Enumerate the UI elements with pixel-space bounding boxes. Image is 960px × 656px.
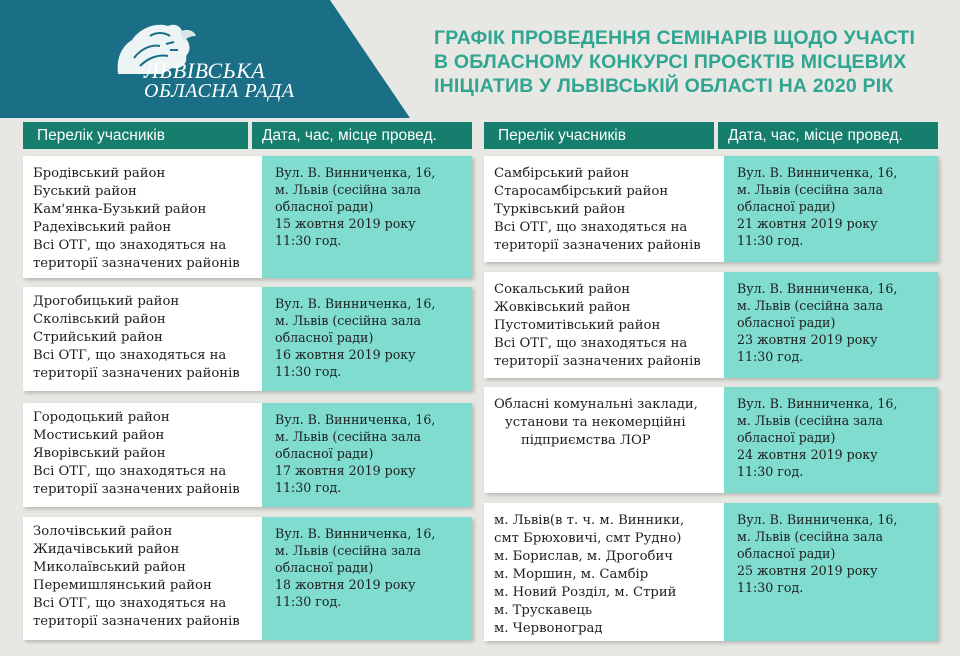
logo-text-line2: ОБЛАСНА РАДА <box>144 80 295 102</box>
council-logo <box>110 18 310 108</box>
page-title <box>434 26 949 98</box>
info-line: Вул. В. Винниченка, 16, <box>737 281 898 296</box>
date-place-cell <box>262 517 472 640</box>
participant-line: Жовківський район <box>494 300 631 315</box>
participant-line: смт Брюховичі, смт Рудно) <box>494 531 682 546</box>
info-line: Вул. В. Винниченка, 16, <box>737 165 898 180</box>
participant-line: Самбірський район <box>494 166 630 181</box>
info-line: 11:30 год. <box>737 233 804 248</box>
info-line: 11:30 год. <box>275 594 342 609</box>
participant-line: Всі ОТГ, що знаходяться на <box>33 464 227 479</box>
schedule-row <box>484 156 938 262</box>
participant-line: Всі ОТГ, що знаходяться на <box>33 596 227 611</box>
header-date-right: Дата, час, місце провед. <box>718 122 938 149</box>
participant-line: Сокальський район <box>494 282 631 297</box>
info-line: 25 жовтня 2019 року <box>737 563 878 578</box>
info-line: 16 жовтня 2019 року <box>275 347 416 362</box>
info-line: обласної ради) <box>737 430 836 445</box>
participant-line: м. Моршин, м. Самбір <box>494 567 649 582</box>
info-line: м. Львів (сесійна зала <box>737 182 884 197</box>
info-line: 11:30 год. <box>737 580 804 595</box>
info-line: 11:30 год. <box>275 364 342 379</box>
participant-line: території зазначених районів <box>494 238 701 253</box>
participants-cell <box>484 272 724 378</box>
participant-line: м. Новий Розділ, м. Стрий <box>494 585 677 600</box>
participant-line: Всі ОТГ, що знаходяться на <box>33 238 227 253</box>
title-line: ІНІЦІАТИВ У ЛЬВІВСЬКІЙ ОБЛАСТІ НА 2020 РІК <box>434 75 894 97</box>
participant-line: території зазначених районів <box>494 354 701 369</box>
participants-cell <box>23 403 262 507</box>
info-line: м. Львів (сесійна зала <box>275 313 422 328</box>
date-place-cell <box>262 287 472 391</box>
info-line: 17 жовтня 2019 року <box>275 463 416 478</box>
schedule-row <box>23 287 472 391</box>
info-line: м. Львів (сесійна зала <box>737 298 884 313</box>
participants-cell <box>484 387 724 493</box>
info-line: 11:30 год. <box>275 233 342 248</box>
info-line: Вул. В. Винниченка, 16, <box>737 396 898 411</box>
participant-line: Кам'янка-Бузький район <box>33 202 207 217</box>
participant-line: Жидачівський район <box>33 542 180 557</box>
schedule-row <box>484 272 938 378</box>
participant-line: Золочівський район <box>33 524 173 539</box>
participant-line: Всі ОТГ, що знаходяться на <box>494 220 688 235</box>
info-line: 21 жовтня 2019 року <box>737 216 878 231</box>
participant-line: території зазначених районів <box>33 482 240 497</box>
schedule-row <box>23 156 472 278</box>
participant-line: м. Львів(в т. ч. м. Винники, <box>494 513 685 528</box>
participants-cell <box>23 156 262 278</box>
info-line: м. Львів (сесійна зала <box>275 543 422 558</box>
info-line: обласної ради) <box>275 330 374 345</box>
participants-cell <box>23 287 262 391</box>
participant-line: території зазначених районів <box>33 614 240 629</box>
info-line: Вул. В. Винниченка, 16, <box>275 165 436 180</box>
info-line: 11:30 год. <box>737 349 804 364</box>
info-line: 24 жовтня 2019 року <box>737 447 878 462</box>
participant-line: Радехівський район <box>33 220 172 235</box>
participant-line: Яворівський район <box>33 446 166 461</box>
header-participants-right: Перелік учасників <box>484 122 714 149</box>
date-place-cell <box>724 156 938 262</box>
participant-line: Пустомитівський район <box>494 318 661 333</box>
info-line: Вул. В. Винниченка, 16, <box>737 512 898 527</box>
schedule-row <box>484 387 938 493</box>
participant-line: Бродівський район <box>33 166 166 181</box>
info-line: 15 жовтня 2019 року <box>275 216 416 231</box>
info-line: обласної ради) <box>275 446 374 461</box>
title-line: В ОБЛАСНОМУ КОНКУРСІ ПРОЄКТІВ МІСЦЕВИХ <box>434 51 907 73</box>
info-line: 18 жовтня 2019 року <box>275 577 416 592</box>
participants-cell <box>23 517 262 640</box>
header-participants-left: Перелік учасників <box>23 122 248 149</box>
header-date-left: Дата, час, місце провед. <box>252 122 472 149</box>
date-place-cell <box>724 503 938 641</box>
participant-line: Всі ОТГ, що знаходяться на <box>494 336 688 351</box>
participant-line: Перемишлянський район <box>33 578 212 593</box>
info-line: 23 жовтня 2019 року <box>737 332 878 347</box>
participant-line: Буський район <box>33 184 137 199</box>
info-line: Вул. В. Винниченка, 16, <box>275 296 436 311</box>
schedule-row <box>23 403 472 507</box>
info-line: Вул. В. Винниченка, 16, <box>275 526 436 541</box>
date-place-cell <box>724 387 938 493</box>
info-line: м. Львів (сесійна зала <box>275 429 422 444</box>
participants-cell <box>484 503 724 641</box>
participant-line: Мостиський район <box>33 428 165 443</box>
participant-line: м. Борислав, м. Дрогобич <box>494 549 673 564</box>
participant-line: Всі ОТГ, що знаходяться на <box>33 348 227 363</box>
date-place-cell <box>262 156 472 278</box>
date-place-cell <box>724 272 938 378</box>
participant-line: Миколаївський район <box>33 560 186 575</box>
participant-line: Старосамбірський район <box>494 184 669 199</box>
participant-line: Обласні комунальні заклади, <box>494 397 698 412</box>
participant-line: території зазначених районів <box>33 366 240 381</box>
info-line: м. Львів (сесійна зала <box>737 529 884 544</box>
participant-line: підприємства ЛОР <box>521 433 651 448</box>
participant-line: Турківський район <box>494 202 626 217</box>
info-line: Вул. В. Винниченка, 16, <box>275 412 436 427</box>
logo-text-line1: ЛЬВІВСЬКА <box>144 58 266 83</box>
info-line: 11:30 год. <box>275 480 342 495</box>
participant-line: території зазначених районів <box>33 256 240 271</box>
participant-line: установи та некомерційні <box>505 415 686 430</box>
info-line: обласної ради) <box>737 546 836 561</box>
info-line: обласної ради) <box>737 315 836 330</box>
info-line: обласної ради) <box>275 560 374 575</box>
info-line: м. Львів (сесійна зала <box>737 413 884 428</box>
participant-line: Сколівський район <box>33 312 166 327</box>
participant-line: м. Червоноград <box>494 621 603 636</box>
info-line: м. Львів (сесійна зала <box>275 182 422 197</box>
participant-line: Городоцький район <box>33 410 170 425</box>
info-line: обласної ради) <box>737 199 836 214</box>
date-place-cell <box>262 403 472 507</box>
schedule-row <box>23 517 472 640</box>
participant-line: Стрийський район <box>33 330 163 345</box>
participant-line: м. Трускавець <box>494 603 593 618</box>
info-line: обласної ради) <box>275 199 374 214</box>
schedule-row <box>484 503 938 641</box>
info-line: 11:30 год. <box>737 464 804 479</box>
title-line: ГРАФІК ПРОВЕДЕННЯ СЕМІНАРІВ ЩОДО УЧАСТІ <box>434 27 916 49</box>
participant-line: Дрогобицький район <box>33 294 180 309</box>
participants-cell <box>484 156 724 262</box>
